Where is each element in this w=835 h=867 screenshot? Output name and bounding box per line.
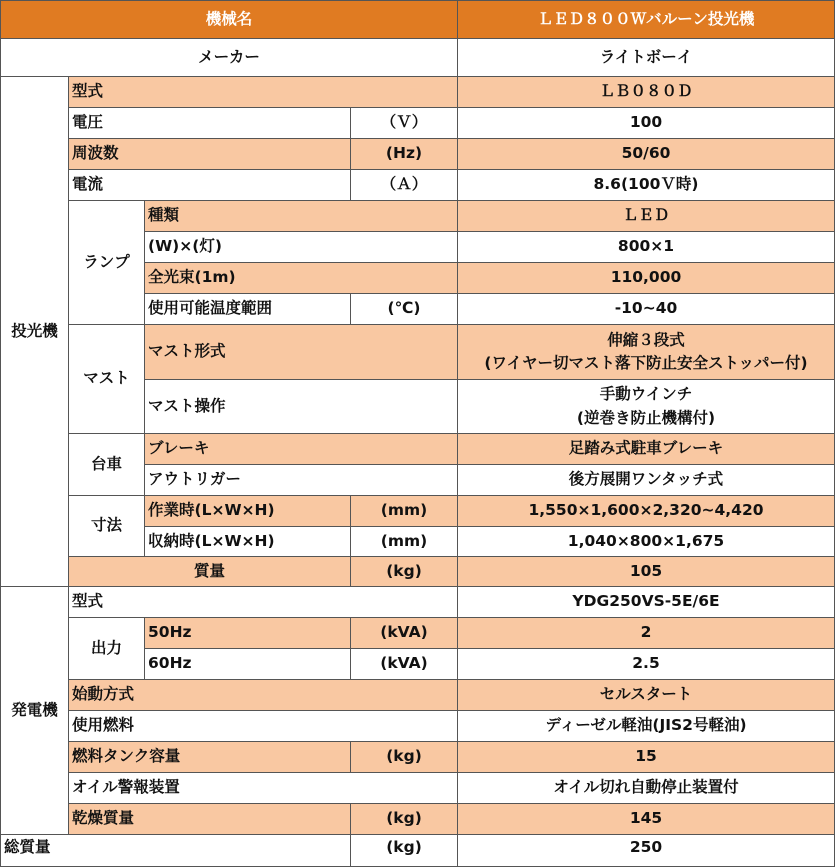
floodlight-mass-unit: (kg) — [350, 556, 458, 587]
machine-name-header: 機械名 — [0, 0, 458, 39]
current-label: 電流 — [68, 169, 351, 201]
brake-value: 足踏み式駐車ブレーキ — [457, 433, 835, 465]
lamp-watt-count-label: (W)×(灯) — [144, 231, 458, 263]
temp-range-label: 使用可能温度範囲 — [144, 293, 351, 325]
output-50hz-value: 2 — [457, 617, 835, 649]
voltage-label: 電圧 — [68, 107, 351, 139]
working-dim-unit: (mm) — [350, 495, 458, 527]
temp-range-unit: (℃) — [350, 293, 458, 325]
output-group-label: 出力 — [68, 617, 145, 680]
start-method-label: 始動方式 — [68, 679, 458, 711]
total-mass-label: 総質量 — [0, 834, 351, 867]
frequency-value: 50/60 — [457, 138, 835, 170]
mast-operation-value-line2: (逆巻き防止機構付) — [576, 408, 716, 427]
start-method-value: セルスタート — [457, 679, 835, 711]
mast-operation-value — [457, 379, 835, 434]
output-50hz-unit: (kVA) — [350, 617, 458, 649]
tank-capacity-value: 15 — [457, 741, 835, 773]
total-mass-unit: (kg) — [350, 834, 458, 867]
lamp-watt-count-value: 800×1 — [457, 231, 835, 263]
working-dim-value: 1,550×1,600×2,320~4,420 — [457, 495, 835, 527]
mast-group-label: マスト — [68, 324, 145, 434]
current-unit: （Ａ） — [350, 169, 458, 201]
luminous-flux-value: 110,000 — [457, 262, 835, 294]
maker-value: ライトボーイ — [457, 38, 835, 77]
mast-type-label: マスト形式 — [144, 324, 458, 380]
frequency-unit: (Hz) — [350, 138, 458, 170]
floodlight-model-value: ＬＢ０８０Ｄ — [457, 76, 835, 108]
current-value: 8.6(100Ｖ時) — [457, 169, 835, 201]
fuel-value: ディーゼル軽油(JIS2号軽油) — [457, 710, 835, 742]
oil-alarm-label: オイル警報装置 — [68, 772, 458, 804]
output-60hz-value: 2.5 — [457, 648, 835, 680]
mast-operation-label: マスト操作 — [144, 379, 458, 434]
voltage-value: 100 — [457, 107, 835, 139]
mast-type-value-line1: 伸縮３段式 — [607, 330, 685, 349]
carriage-group-label: 台車 — [68, 433, 145, 496]
brake-label: ブレーキ — [144, 433, 458, 465]
total-mass-value: 250 — [457, 834, 835, 867]
mast-type-value — [457, 324, 835, 380]
lamp-group-label: ランプ — [68, 200, 145, 325]
dry-mass-value: 145 — [457, 803, 835, 835]
luminous-flux-label: 全光束(1m) — [144, 262, 458, 294]
machine-name-value: ＬＥＤ８００Ｗバルーン投光機 — [457, 0, 835, 39]
mast-operation-value-line1: 手動ウインチ — [599, 385, 693, 404]
output-60hz-label: 60Hz — [144, 648, 351, 680]
tank-capacity-label: 燃料タンク容量 — [68, 741, 351, 773]
floodlight-group-label: 投光機 — [0, 76, 69, 587]
output-50hz-label: 50Hz — [144, 617, 351, 649]
outrigger-value: 後方展開ワンタッチ式 — [457, 464, 835, 496]
dry-mass-unit: (kg) — [350, 803, 458, 835]
temp-range-value: -10~40 — [457, 293, 835, 325]
stored-dim-value: 1,040×800×1,675 — [457, 526, 835, 557]
generator-model-label: 型式 — [68, 586, 458, 618]
output-60hz-unit: (kVA) — [350, 648, 458, 680]
dimensions-group-label: 寸法 — [68, 495, 145, 557]
mast-type-value-line2: (ワイヤー切マスト落下防止安全ストッパー付) — [484, 354, 808, 372]
maker-label: メーカー — [0, 38, 458, 77]
lamp-type-value: ＬＥＤ — [457, 200, 835, 232]
generator-group-label: 発電機 — [0, 586, 69, 835]
lamp-type-label: 種類 — [144, 200, 458, 232]
floodlight-mass-label: 質量 — [68, 556, 351, 587]
oil-alarm-value: オイル切れ自動停止装置付 — [457, 772, 835, 804]
stored-dim-label: 収納時(L×W×H) — [144, 526, 351, 557]
fuel-label: 使用燃料 — [68, 710, 458, 742]
voltage-unit: （Ｖ） — [350, 107, 458, 139]
outrigger-label: アウトリガー — [144, 464, 458, 496]
stored-dim-unit: (mm) — [350, 526, 458, 557]
tank-capacity-unit: (kg) — [350, 741, 458, 773]
working-dim-label: 作業時(L×W×H) — [144, 495, 351, 527]
generator-model-value: YDG250VS-5E/6E — [457, 586, 835, 618]
dry-mass-label: 乾燥質量 — [68, 803, 351, 835]
floodlight-mass-value: 105 — [457, 556, 835, 587]
frequency-label: 周波数 — [68, 138, 351, 170]
floodlight-model-label: 型式 — [68, 76, 458, 108]
